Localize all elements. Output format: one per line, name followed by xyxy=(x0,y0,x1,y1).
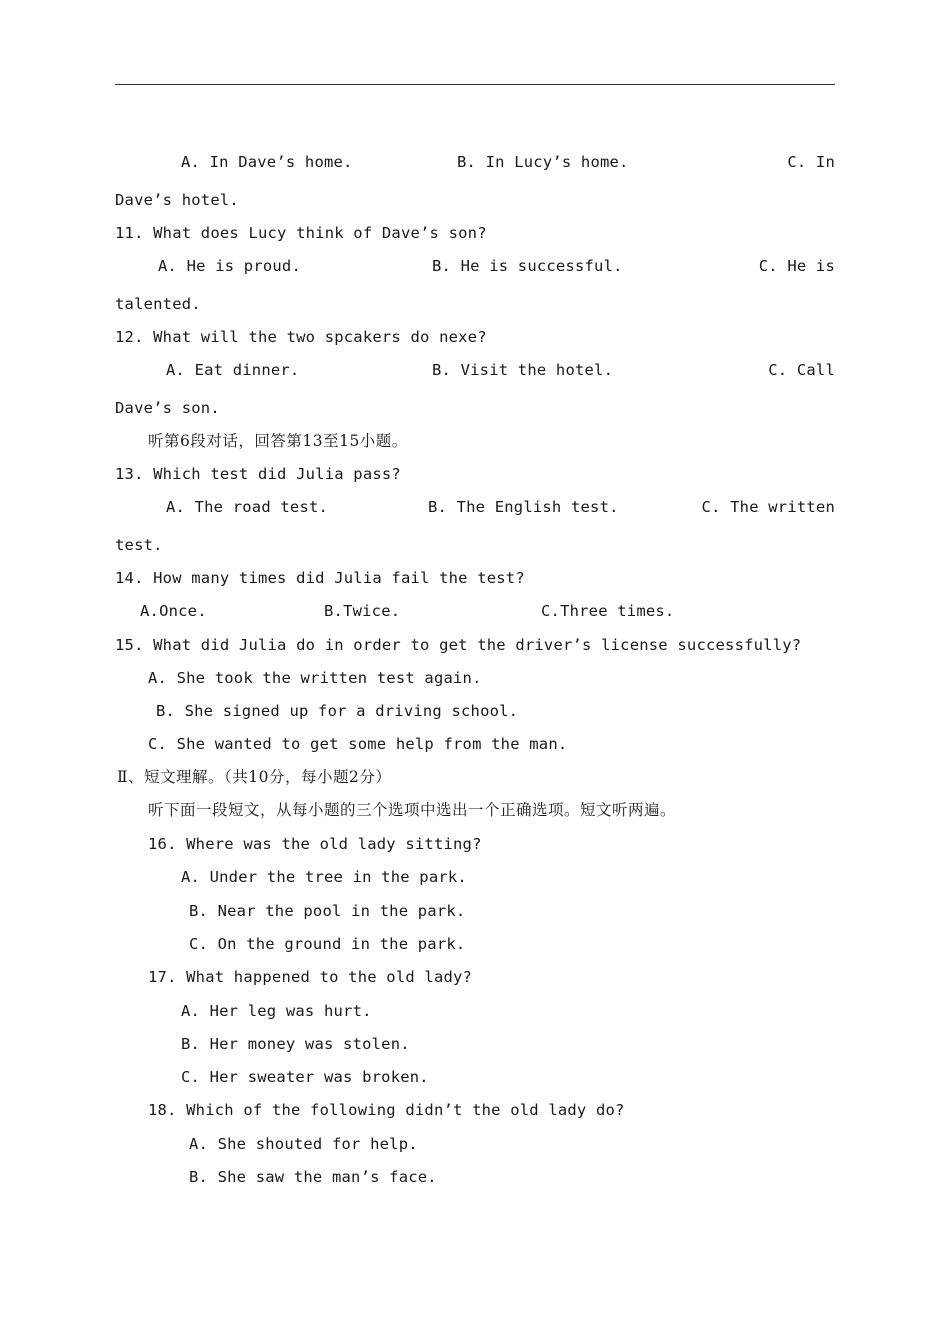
header-rule xyxy=(115,84,835,85)
q17-option-b: B. Her money was stolen. xyxy=(181,1035,410,1053)
q17-option-c: C. Her sweater was broken. xyxy=(181,1068,429,1086)
q11-option-a: A. He is proud. xyxy=(158,257,301,275)
q10-option-b: B. In Lucy’s home. xyxy=(457,153,629,171)
q10-option-a: A. In Dave’s home. xyxy=(181,153,353,171)
q16-option-b: B. Near the pool in the park. xyxy=(189,902,466,920)
q12-option-a: A. Eat dinner. xyxy=(166,361,300,379)
q13-question: 13. Which test did Julia pass? xyxy=(115,465,401,483)
dialogue-6-instruction: 听第6段对话，回答第13至15小题。 xyxy=(148,432,408,450)
q10-option-c-continued: Dave’s hotel. xyxy=(115,191,239,209)
section-2-heading: Ⅱ、短文理解。（共10分，每小题2分） xyxy=(117,768,392,786)
q18-option-b: B. She saw the man’s face. xyxy=(189,1168,437,1186)
q18-question: 18. Which of the following didn’t the old lady do? xyxy=(148,1101,625,1119)
q12-option-c: C. Call xyxy=(768,361,835,379)
q11-option-c-continued: talented. xyxy=(115,295,201,313)
q11-option-b: B. He is successful. xyxy=(432,257,623,275)
q13-option-c-continued: test. xyxy=(115,536,163,554)
q14-question: 14. How many times did Julia fail the test? xyxy=(115,569,525,587)
q12-question: 12. What will the two spcakers do nexe? xyxy=(115,328,487,346)
q15-option-c: C. She wanted to get some help from the man. xyxy=(148,735,568,753)
q11-question: 11. What does Lucy think of Dave’s son? xyxy=(115,224,487,242)
q16-option-a: A. Under the tree in the park. xyxy=(181,868,467,886)
q14-option-c: C.Three times. xyxy=(541,602,675,620)
q18-option-a: A. She shouted for help. xyxy=(189,1135,418,1153)
q13-option-a: A. The road test. xyxy=(166,498,329,516)
q17-question: 17. What happened to the old lady? xyxy=(148,968,473,986)
q13-option-b: B. The English test. xyxy=(428,498,619,516)
section-2-instruction: 听下面一段短文，从每小题的三个选项中选出一个正确选项。短文听两遍。 xyxy=(148,801,677,819)
q17-option-a: A. Her leg was hurt. xyxy=(181,1002,372,1020)
q15-option-b: B. She signed up for a driving school. xyxy=(156,702,519,720)
q10-option-c: C. In xyxy=(787,153,835,171)
q16-question: 16. Where was the old lady sitting? xyxy=(148,835,482,853)
q14-option-b: B.Twice. xyxy=(324,602,401,620)
q12-option-c-continued: Dave’s son. xyxy=(115,399,220,417)
q14-option-a: A.Once. xyxy=(140,602,207,620)
q12-option-b: B. Visit the hotel. xyxy=(432,361,614,379)
q13-option-c: C. The written xyxy=(701,498,835,516)
q11-option-c: C. He is xyxy=(758,257,835,275)
q16-option-c: C. On the ground in the park. xyxy=(189,935,466,953)
q15-option-a: A. She took the written test again. xyxy=(148,669,482,687)
q15-question: 15. What did Julia do in order to get the driver’s license successfully? xyxy=(115,636,802,654)
